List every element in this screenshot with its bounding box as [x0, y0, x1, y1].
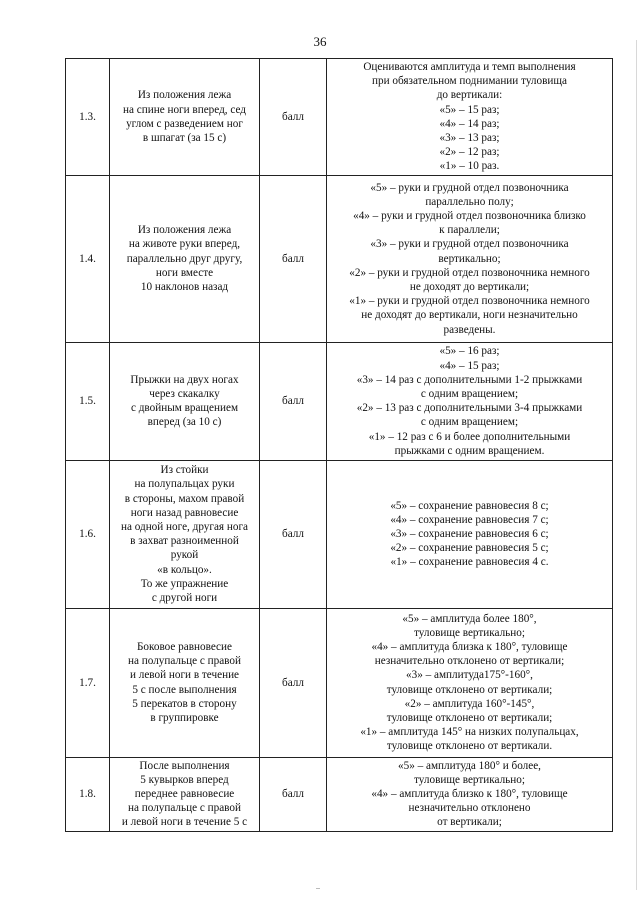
exercise-line: вперед (за 10 с): [147, 416, 222, 429]
criteria-line: «5» – 16 раз;: [439, 345, 500, 358]
criteria-line: туловище отклонено от вертикали;: [386, 712, 553, 725]
criteria-line: «2» – руки и грудной отдел позвоночника немного: [349, 266, 590, 279]
criteria-line: «5» – 15 раз;: [439, 103, 500, 116]
row-number: 1.4.: [66, 175, 110, 342]
criteria-line: «1» – амплитуда 145° на низких полупальцах,: [360, 726, 579, 739]
evaluation-criteria: [327, 757, 613, 831]
exercise-line: через скакалку: [149, 387, 220, 400]
exercise-line: 5 с после выполнения: [132, 683, 237, 696]
criteria-line: при обязательном поднимании туловища: [372, 75, 567, 88]
exercise-line: ноги назад равновесие: [130, 506, 239, 519]
exercise-description: [110, 342, 260, 460]
exercise-description: [110, 757, 260, 831]
exercise-line: с другой ноги: [151, 591, 218, 604]
criteria-line: «1» – 10 раз.: [439, 160, 500, 173]
criteria-line: «2» – 13 раз с дополнительными 3-4 прыжками: [356, 402, 583, 415]
criteria-line: «2» – 12 раз;: [439, 146, 500, 159]
criteria-line: «3» – 14 раз с дополнительными 1-2 прыжками: [356, 373, 583, 386]
exercise-line: на полупальце с правой: [128, 655, 241, 668]
exercise-line: и левой ноги в течение: [129, 669, 240, 682]
table-row: [66, 175, 613, 342]
criteria-line: не доходят до вертикали;: [409, 280, 530, 293]
exercise-line: в захват разноименной: [130, 535, 239, 548]
criteria-line: прыжками с одним вращением.: [394, 444, 545, 457]
criteria-line: «3» – руки и грудной отдел позвоночника: [370, 238, 569, 251]
row-number: 1.8.: [66, 757, 110, 831]
criteria-line: «3» – сохранение равновесия 6 с;: [390, 528, 549, 541]
evaluation-criteria: [327, 608, 613, 757]
criteria-line: разведены.: [443, 323, 496, 336]
exercise-line: в стороны, махом правой: [124, 492, 245, 505]
criteria-line: «1» – 12 раз с 6 и более дополнительными: [368, 430, 571, 443]
criteria-line: туловище отклонено от вертикали.: [386, 740, 553, 753]
criteria-line: незначительно отклонено от вертикали;: [374, 655, 565, 668]
exercise-line: с двойным вращением: [130, 402, 239, 415]
criteria-line: туловище вертикально;: [414, 773, 525, 786]
exercise-line: углом с разведением ног: [126, 117, 243, 130]
exercise-line: Из положения лежа: [137, 224, 232, 237]
exercise-description: [110, 608, 260, 757]
unit-cell: балл: [260, 59, 327, 176]
criteria-line: «1» – сохранение равновесия 4 с.: [390, 556, 549, 569]
exercise-line: на одной ноге, другая нога: [120, 520, 249, 533]
criteria-line: «4» – сохранение равновесия 7 с;: [390, 513, 549, 526]
evaluation-criteria: [327, 460, 613, 608]
exercise-description: [110, 59, 260, 176]
exercise-description: [110, 460, 260, 608]
criteria-line: незначительно отклонено: [408, 802, 531, 815]
criteria-line: «5» – амплитуда 180° и более,: [398, 759, 541, 772]
exercise-line: Из положения лежа: [137, 89, 232, 102]
criteria-line: «4» – амплитуда близка к 180°, туловище: [371, 641, 568, 654]
row-number: 1.7.: [66, 608, 110, 757]
table-row: [66, 757, 613, 831]
exercise-line: в группировке: [150, 712, 219, 725]
criteria-line: от вертикали;: [437, 816, 502, 829]
criteria-line: «1» – руки и грудной отдел позвоночника немного: [349, 295, 590, 308]
row-number: 1.3.: [66, 59, 110, 176]
exercise-line: переднее равновесие: [134, 788, 235, 801]
criteria-line: туловище отклонено от вертикали;: [386, 683, 553, 696]
unit-cell: балл: [260, 342, 327, 460]
criteria-line: не доходят до вертикали, ноги незначительно: [361, 309, 578, 322]
table-row: [66, 59, 613, 176]
exercise-line: на полупальцах руки: [134, 478, 235, 491]
evaluation-criteria: [327, 175, 613, 342]
criteria-line: «4» – руки и грудной отдел позвоночника близко: [353, 209, 586, 222]
criteria-line: «3» – амплитуда175°-160°,: [406, 669, 533, 682]
criteria-line: «2» – сохранение равновесия 5 с;: [390, 542, 549, 555]
evaluation-criteria: [327, 59, 613, 176]
exercise-line: Из стойки: [160, 464, 209, 477]
criteria-line: «4» – 15 раз;: [439, 359, 500, 372]
page-number: 36: [313, 34, 327, 49]
exercise-line: После выполнения: [139, 759, 230, 772]
criteria-line: с одним вращением;: [420, 416, 519, 429]
exercise-line: рукой: [170, 549, 199, 562]
exercise-line: 5 кувырков вперед: [140, 773, 229, 786]
criteria-line: к параллели;: [439, 224, 500, 237]
table-row: [66, 608, 613, 757]
exercise-line: на полупальце с правой: [128, 802, 241, 815]
criteria-line: «5» – амплитуда более 180°,: [402, 612, 537, 625]
unit-cell: балл: [260, 175, 327, 342]
unit-cell: балл: [260, 460, 327, 608]
criteria-line: «5» – руки и грудной отдел позвоночника: [370, 181, 569, 194]
exercise-line: 10 наклонов назад: [140, 280, 229, 293]
scan-edge-line: [636, 40, 637, 890]
exercise-line: на спине ноги вперед, сед: [123, 103, 246, 116]
exercise-line: в шпагат (за 15 с): [142, 132, 227, 145]
criteria-line: «4» – 14 раз;: [439, 117, 500, 130]
criteria-line: туловище вертикально;: [414, 626, 525, 639]
exercise-line: ноги вместе: [155, 266, 214, 279]
criteria-line: до вертикали:: [436, 89, 503, 102]
criteria-line: с одним вращением;: [420, 387, 519, 400]
unit-cell: балл: [260, 757, 327, 831]
criteria-line: вертикально;: [438, 252, 501, 265]
unit-cell: балл: [260, 608, 327, 757]
exercise-description: [110, 175, 260, 342]
exercise-line: Боковое равновесие: [137, 641, 232, 654]
criteria-line: «4» – амплитуда близко к 180°, туловище: [371, 788, 568, 801]
criteria-line: параллельно полу;: [425, 195, 514, 208]
criteria-line: «5» – сохранение равновесия 8 с;: [390, 499, 549, 512]
criteria-line: «3» – 13 раз;: [439, 132, 500, 145]
evaluation-criteria: [327, 342, 613, 460]
exercise-line: на животе руки вперед,: [128, 238, 241, 251]
row-number: 1.5.: [66, 342, 110, 460]
exercise-line: Прыжки на двух ногах: [130, 373, 239, 386]
criteria-line: «2» – амплитуда 160°-145°,: [404, 697, 535, 710]
exercise-line: параллельно друг другу,: [126, 252, 243, 265]
norms-table: [65, 58, 613, 832]
table-row: [66, 460, 613, 608]
exercise-line: и левой ноги в течение 5 с: [121, 816, 248, 829]
exercise-line: То же упражнение: [140, 577, 229, 590]
scan-artifact: [316, 888, 320, 889]
exercise-line: «в кольцо».: [157, 563, 212, 576]
table-row: [66, 342, 613, 460]
row-number: 1.6.: [66, 460, 110, 608]
criteria-line: Оцениваются амплитуда и темп выполнения: [363, 61, 576, 73]
exercise-line: 5 перекатов в сторону: [132, 697, 237, 710]
